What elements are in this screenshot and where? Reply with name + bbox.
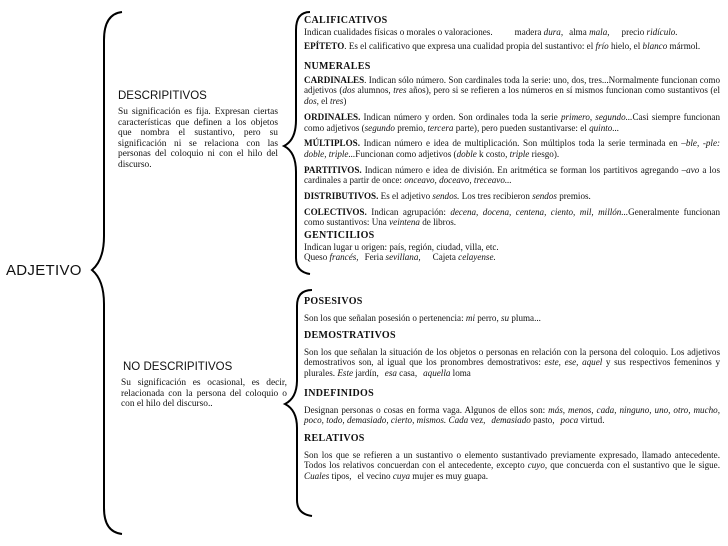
para-text: y sus respectivos femeninos y plurales. xyxy=(304,357,720,379)
example-text: Feria xyxy=(364,252,386,263)
relativos-heading: RELATIVOS xyxy=(304,433,365,444)
descriptivos-desc: Su significación es fija. Expresan ciertas características que definen a los objetos que nombra el sustantivo, pero su significación ni se relaciona con las personas del coloquio ni con el hilo del discurso. xyxy=(118,107,278,170)
descriptivos-title: DESCRIPITIVOS xyxy=(118,90,207,102)
multiplos-para xyxy=(304,138,720,159)
epiteto-term: EPÍTETO xyxy=(304,41,345,52)
para-text: vez, xyxy=(468,415,486,426)
example-italic: dura, xyxy=(543,26,564,37)
example-italic: Cuales xyxy=(304,471,330,482)
example-italic: poca xyxy=(560,415,579,426)
demostrativos-text xyxy=(304,347,720,379)
multiplos-term: MÚLTIPLOS. xyxy=(304,138,361,149)
genticilios-block xyxy=(304,231,720,263)
para-text: perro, xyxy=(474,312,501,323)
cardinales-term: CARDINALES xyxy=(304,74,365,85)
relativos-block xyxy=(304,434,720,482)
example-text: madera xyxy=(514,26,544,37)
example-italic: tres xyxy=(393,85,407,96)
example-italic: onceavo, doceavo, treceavo... xyxy=(404,175,512,186)
para-text: premios. xyxy=(556,191,591,202)
example-italic: quinto... xyxy=(589,122,620,133)
demostrativos-heading: DEMOSTRATIVOS xyxy=(304,330,396,341)
root-label: ADJETIVO xyxy=(6,262,82,279)
no-descriptivos-title: NO DESCRIPITIVOS xyxy=(123,361,233,373)
calificativos-heading: CALIFICATIVOS xyxy=(304,15,388,26)
para-text: Casi siempre funcionan como adjetivos ( xyxy=(304,111,720,133)
para-text: a los cardinales a partir de once: xyxy=(304,164,721,186)
para-text: jardín, xyxy=(353,368,379,379)
para-text: Los tres recibieron xyxy=(459,191,533,202)
ordinales-term: ORDINALES. xyxy=(304,111,361,122)
genticilios-heading: GENTICILIOS xyxy=(304,230,375,241)
example-italic: este, ese, aquel xyxy=(544,357,603,368)
distributivos-term: DISTRIBUTIVOS. xyxy=(304,191,379,202)
para-text: premio, xyxy=(394,122,428,133)
para-text: alumnos, xyxy=(355,85,394,96)
para-text: loma xyxy=(450,368,471,379)
example-text: precio xyxy=(621,26,647,37)
para-text: ) xyxy=(343,96,347,107)
example-italic: su xyxy=(501,312,510,323)
partitivos-para xyxy=(304,165,720,186)
para-text: tipos, xyxy=(329,471,352,482)
calificativos-line xyxy=(304,27,720,38)
example-italic: segundo xyxy=(364,122,395,133)
calificativos-text: Indican cualidades físicas o morales o valoraciones. xyxy=(304,26,493,37)
para-text: Designan personas o cosas en forma vaga. Algunos de ellos son: xyxy=(304,404,549,415)
para-text: Funcionan como adjetivos ( xyxy=(355,148,457,159)
para-text: casa, xyxy=(396,368,418,379)
example-italic: tercera xyxy=(427,122,454,133)
para-text: virtud. xyxy=(578,415,605,426)
para-text: Son los que señalan posesión o pertenencia: xyxy=(304,312,466,323)
colectivos-para xyxy=(304,207,720,228)
example-italic: cuyo xyxy=(527,460,545,471)
calificativos-block xyxy=(304,16,720,52)
para-text: el xyxy=(318,96,331,107)
para-text: Indican número y orden. Son ordinales toda la serie xyxy=(360,111,561,122)
example-italic: dos, xyxy=(304,96,319,107)
para-text: parte), pero pueden sustantivarse: el xyxy=(453,122,590,133)
example-text: mármol. xyxy=(667,41,701,52)
example-text: Cajeta xyxy=(432,252,459,263)
example-italic: demasiado xyxy=(491,415,531,426)
para-text: Indican número e idea de multiplicación. Son múltiplos toda la serie terminada en xyxy=(360,138,682,149)
demostrativos-block xyxy=(304,331,720,379)
para-text: riesgo). xyxy=(529,148,560,159)
indefinidos-heading: INDEFINIDOS xyxy=(304,388,374,399)
example-italic: sevillana, xyxy=(385,252,421,263)
example-italic: Cada xyxy=(448,415,469,426)
example-text: hielo, el xyxy=(608,41,643,52)
example-italic: mi xyxy=(465,312,475,323)
para-text: , que concuerda con el sustantivo que le sigue. xyxy=(544,460,720,471)
para-text: el vecino xyxy=(357,471,393,482)
epiteto-line xyxy=(304,41,720,52)
colectivos-term: COLECTIVOS. xyxy=(304,206,367,217)
example-italic: Este xyxy=(337,368,354,379)
para-text: pluma... xyxy=(509,312,541,323)
example-text: Queso xyxy=(304,252,330,263)
example-italic: más, menos, cada, ninguno, uno, otro, mucho, poco, todo, demasiado, cierto, mismos. xyxy=(304,404,720,426)
para-text: Es el adjetivo xyxy=(378,191,433,202)
distributivos-para xyxy=(304,191,720,202)
cardinales-para xyxy=(304,75,720,107)
para-text: Indican número e idea de división. En aritmética se forman los partitivos agregando xyxy=(361,164,682,175)
numerales-block xyxy=(304,62,720,228)
example-italic: veintena xyxy=(389,217,420,228)
example-text: alma xyxy=(569,26,590,37)
example-italic: sendos. xyxy=(432,191,460,202)
example-italic: triple xyxy=(509,148,530,159)
posesivos-block xyxy=(304,297,720,323)
example-italic: frío xyxy=(595,41,609,52)
example-italic: esa xyxy=(384,368,397,379)
example-italic: celayense. xyxy=(458,252,496,263)
example-italic: primero, segundo... xyxy=(560,111,633,122)
para-text: años), pero si se refieren a los números en sí mismos funcionan como sustantivos (el xyxy=(406,85,720,96)
example-italic: decena, docena, centena, ciento, mil, millón... xyxy=(450,206,629,217)
example-italic: –avo xyxy=(681,164,700,175)
indefinidos-text xyxy=(304,405,720,426)
example-italic: doble xyxy=(456,148,477,159)
partitivos-term: PARTITIVOS. xyxy=(304,164,362,175)
example-italic: ridículo. xyxy=(646,26,678,37)
example-italic: tres xyxy=(330,96,344,107)
example-italic: aquella xyxy=(423,368,451,379)
para-text: k costo, xyxy=(476,148,510,159)
numerales-heading: NUMERALES xyxy=(304,61,371,72)
posesivos-text xyxy=(304,313,720,324)
genticilios-text: Indican lugar u origen: país, región, ciudad, villa, etc. xyxy=(304,241,499,252)
example-italic: sendos xyxy=(532,191,557,202)
example-italic: –ble, -ple: doble, triple... xyxy=(304,138,721,159)
para-text: pasto, xyxy=(530,415,555,426)
example-italic: francés, xyxy=(329,252,359,263)
ordinales-para xyxy=(304,112,720,133)
para-text: . Indican sólo número. Son cardinales toda la serie: uno, dos, tres...Normalmente funcionan como adjetivos ( xyxy=(304,74,720,96)
para-text: de libros. xyxy=(419,217,457,228)
example-italic: dos xyxy=(342,85,356,96)
relativos-text xyxy=(304,450,720,482)
para-text: Generalmente funcionan como sustantivos: Una xyxy=(304,206,720,228)
indefinidos-block xyxy=(304,389,720,426)
para-text: mujer es muy guapa. xyxy=(410,471,489,482)
no-descriptivos-desc: Su significación es ocasional, es decir, relacionada con la persona del coloquio o con el hilo del discurso.. xyxy=(121,378,287,410)
para-text: Son los que se refieren a un sustantivo o elemento sustantivado previamente expresado, llamado antecedente. Todos los relativos concuerdan con el antecedente, excepto xyxy=(304,449,720,471)
example-italic: cuya xyxy=(392,471,411,482)
epiteto-text: . Es el calificativo que expresa una cualidad propia del sustantivo: el xyxy=(344,41,596,52)
posesivos-heading: POSESIVOS xyxy=(304,296,363,307)
para-text: Indican agrupación: xyxy=(366,206,451,217)
para-text: Son los que señalan la situación de los objetos o personas en relación con la persona del coloquio. Los adjetivos demostrativos son, al igual que los pronombres demostrativos: xyxy=(304,346,720,368)
example-italic: mala, xyxy=(589,26,610,37)
example-italic: blanco xyxy=(642,41,668,52)
genticilios-examples xyxy=(304,252,720,263)
